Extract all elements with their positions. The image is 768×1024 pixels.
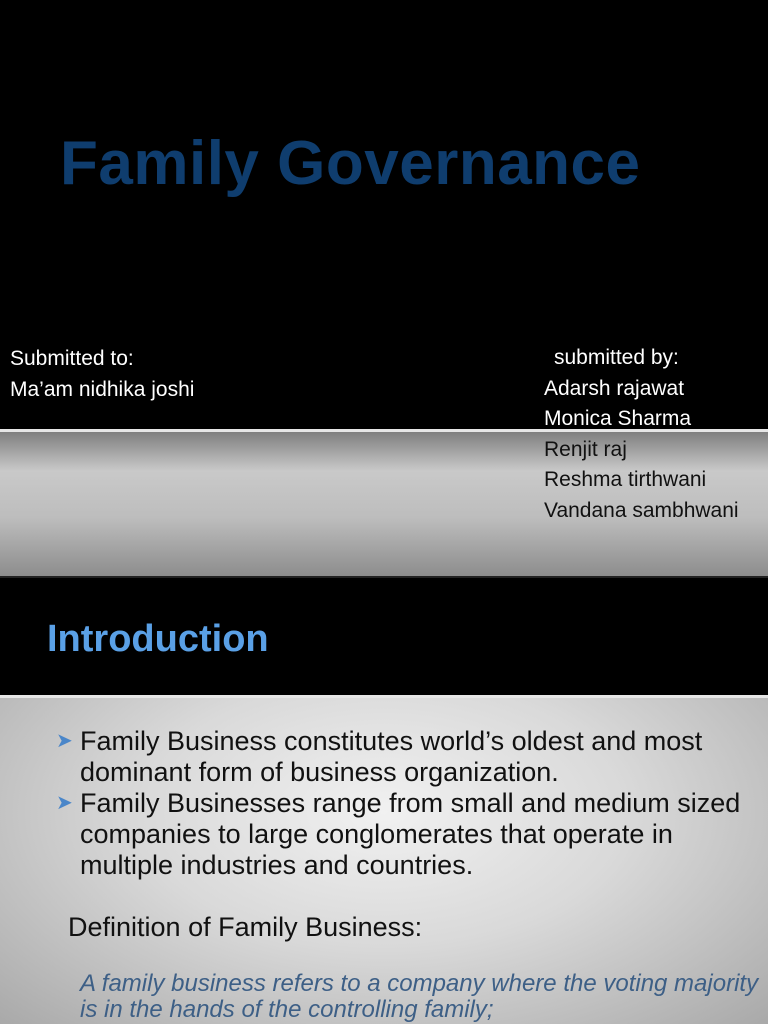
submitted-by-block bbox=[544, 343, 739, 526]
submitted-by-name: Monica Sharma bbox=[544, 407, 692, 430]
bullet-text: Family Business constitutes world’s oldest and most dominant form of business organization. bbox=[80, 726, 703, 787]
submitted-by-name: Vandana sambhwani bbox=[544, 498, 739, 522]
arrow-right-icon: ➤ bbox=[56, 792, 73, 814]
bullet-list bbox=[56, 726, 746, 881]
bullet-text: Family Businesses range from small and medium sized companies to large conglomerates that operate in multiple industries and countries. bbox=[80, 788, 741, 880]
submitted-by-name: Reshma tirthwani bbox=[544, 468, 707, 491]
list-item bbox=[56, 726, 746, 788]
list-item bbox=[56, 788, 746, 881]
definition-text: A family business refers to a company where the voting majority is in the hands of the controlling family; bbox=[80, 970, 759, 1023]
slide-title: Family Governance bbox=[60, 129, 641, 198]
introduction-slide bbox=[0, 576, 768, 1024]
slide-title: Introduction bbox=[47, 618, 269, 660]
submitted-by-name: Renjit raj bbox=[544, 437, 627, 461]
submitted-by-label: submitted by: bbox=[554, 346, 679, 369]
submitted-to-name: Ma’am nidhika joshi bbox=[10, 378, 195, 401]
definition-label: Definition of Family Business: bbox=[68, 912, 423, 942]
arrow-right-icon: ➤ bbox=[56, 730, 73, 752]
submitted-by-name: Adarsh rajawat bbox=[544, 376, 685, 400]
slide-separator bbox=[0, 576, 768, 578]
submitted-to-block bbox=[10, 343, 194, 405]
submitted-to-label: Submitted to: bbox=[10, 347, 134, 370]
